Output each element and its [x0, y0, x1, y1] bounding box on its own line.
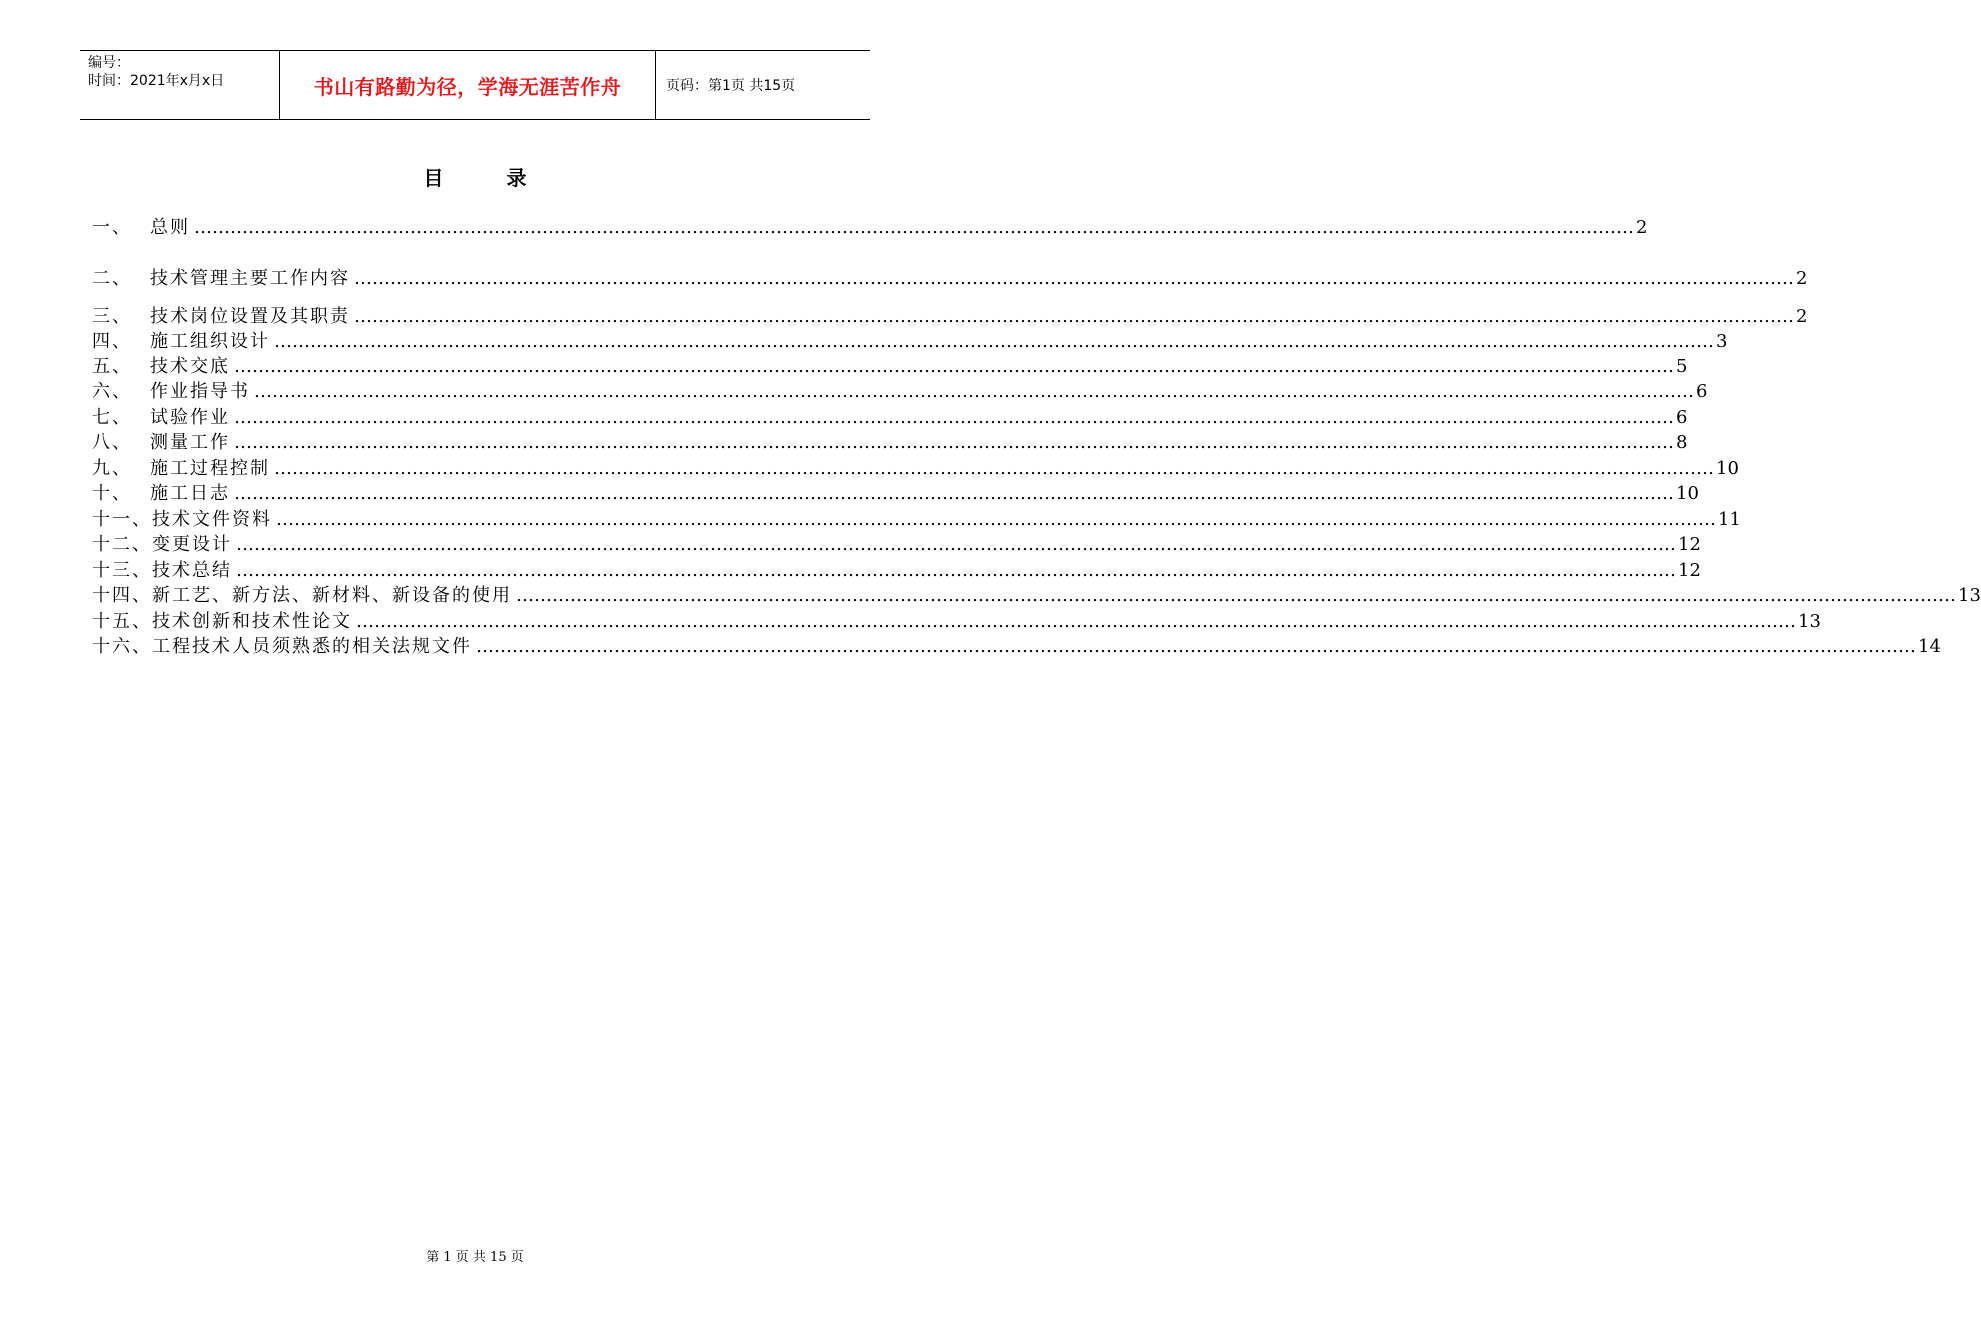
toc-entry-label: 施工组织设计	[150, 331, 270, 352]
toc-entry[interactable]	[92, 505, 1741, 530]
toc-entry-page: 12	[1678, 560, 1701, 581]
toc-entry-number: 二、	[92, 268, 132, 289]
toc-entry-page: 10	[1676, 483, 1699, 504]
toc-entry-number: 十二、	[92, 534, 152, 555]
toc-entry-page: 11	[1718, 509, 1741, 530]
toc-leader-dots: ……………………………………………………………………………………………………………………………………………………………………………………………………………………	[354, 306, 1794, 327]
toc-entry-label: 测量工作	[150, 432, 230, 453]
toc-entry[interactable]	[92, 632, 1941, 657]
toc-entry-label: 试验作业	[150, 407, 230, 428]
toc-leader-dots: ……………………………………………………………………………………………………………………………………………………………………………………………………………………	[516, 585, 1956, 606]
toc-entry[interactable]	[92, 556, 1701, 581]
toc-entry-number: 十五、	[92, 611, 152, 632]
toc-entry-label: 技术交底	[150, 356, 230, 377]
toc-entry-number: 十、	[92, 483, 132, 504]
motto: 书山有路勤为径，学海无涯苦作舟	[313, 74, 622, 99]
toc-entry-number: 五、	[92, 356, 132, 377]
toc-entry-label: 技术管理主要工作内容	[150, 268, 350, 289]
page-footer: 第 1 页 共 15 页	[426, 1250, 524, 1265]
toc-entry[interactable]	[92, 454, 1739, 479]
toc-entry[interactable]	[92, 264, 1808, 289]
toc-entry-page: 2	[1796, 306, 1808, 327]
toc-leader-dots: ……………………………………………………………………………………………………………………………………………………………………………………………………………………	[234, 432, 1674, 453]
toc-entry[interactable]	[92, 377, 1708, 402]
toc-entry[interactable]	[92, 213, 1648, 238]
toc-entry-page: 13	[1958, 585, 1981, 606]
toc-entry-page: 6	[1676, 407, 1688, 428]
toc-entry[interactable]	[92, 607, 1821, 632]
toc-entry[interactable]	[92, 403, 1688, 428]
toc-title: 目 录	[423, 166, 555, 190]
toc-entry-number: 四、	[92, 331, 132, 352]
toc-entry-number: 九、	[92, 458, 132, 479]
toc-entry-number: 三、	[92, 306, 132, 327]
toc-entry-label: 作业指导书	[150, 381, 250, 402]
header-motto-cell	[280, 51, 656, 119]
toc-leader-dots: ……………………………………………………………………………………………………………………………………………………………………………………………………………………	[234, 483, 1674, 504]
toc-entry-label: 施工过程控制	[150, 458, 270, 479]
toc-entry-page: 6	[1696, 381, 1708, 402]
toc-entry-page: 10	[1716, 458, 1739, 479]
toc-entry-page: 2	[1796, 268, 1808, 289]
toc-entry-number: 八、	[92, 432, 132, 453]
toc-entry-label: 变更设计	[152, 534, 232, 555]
page-label: 页码：第1页 共15页	[666, 78, 796, 94]
number-label: 编号：	[88, 55, 130, 71]
toc-entry-number: 十三、	[92, 560, 152, 581]
header-info	[80, 51, 280, 119]
toc-entry-number: 一、	[92, 217, 132, 238]
toc-entry-number: 六、	[92, 381, 132, 402]
toc-entry-label: 技术岗位设置及其职责	[150, 306, 350, 327]
toc-leader-dots: ……………………………………………………………………………………………………………………………………………………………………………………………………………………	[276, 509, 1716, 530]
page-header	[80, 50, 870, 120]
toc-entry-page: 3	[1716, 331, 1728, 352]
toc-entry-page: 2	[1636, 217, 1648, 238]
toc-entry-page: 14	[1918, 636, 1941, 657]
toc-leader-dots: ……………………………………………………………………………………………………………………………………………………………………………………………………………………	[476, 636, 1916, 657]
toc-leader-dots: ……………………………………………………………………………………………………………………………………………………………………………………………………………………	[194, 217, 1634, 238]
toc-entry[interactable]	[92, 530, 1701, 555]
toc-leader-dots: ……………………………………………………………………………………………………………………………………………………………………………………………………………………	[254, 381, 1694, 402]
toc-entry-label: 工程技术人员须熟悉的相关法规文件	[152, 636, 472, 657]
toc-leader-dots: ……………………………………………………………………………………………………………………………………………………………………………………………………………………	[274, 458, 1714, 479]
toc-leader-dots: ……………………………………………………………………………………………………………………………………………………………………………………………………………………	[354, 268, 1794, 289]
toc-leader-dots: ……………………………………………………………………………………………………………………………………………………………………………………………………………………	[274, 331, 1714, 352]
toc-entry-number: 十一、	[92, 509, 152, 530]
toc-entry-label: 新工艺、新方法、新材料、新设备的使用	[152, 585, 512, 606]
toc-entry[interactable]	[92, 428, 1688, 453]
toc-entry[interactable]	[92, 581, 1981, 606]
toc-entry-label: 总则	[150, 217, 190, 238]
toc-entry-label: 技术文件资料	[152, 509, 272, 530]
toc-leader-dots: ……………………………………………………………………………………………………………………………………………………………………………………………………………………	[236, 560, 1676, 581]
toc-entry-label: 技术创新和技术性论文	[152, 611, 352, 632]
header-page-cell	[656, 51, 870, 119]
toc-leader-dots: ……………………………………………………………………………………………………………………………………………………………………………………………………………………	[234, 356, 1674, 377]
toc-entry-number: 十四、	[92, 585, 152, 606]
toc-entry[interactable]	[92, 352, 1688, 377]
toc-entry-page: 8	[1676, 432, 1688, 453]
toc-leader-dots: ……………………………………………………………………………………………………………………………………………………………………………………………………………………	[236, 534, 1676, 555]
toc-entry[interactable]	[92, 327, 1728, 352]
toc-entry-number: 七、	[92, 407, 132, 428]
time-label: 时间：2021年x月x日	[88, 73, 225, 89]
toc-leader-dots: ……………………………………………………………………………………………………………………………………………………………………………………………………………………	[234, 407, 1674, 428]
toc-entry-number: 十六、	[92, 636, 152, 657]
toc-entry-label: 施工日志	[150, 483, 230, 504]
toc-entry-page: 13	[1798, 611, 1821, 632]
toc-entry-page: 5	[1676, 356, 1688, 377]
toc-entry-label: 技术总结	[152, 560, 232, 581]
toc-entry-page: 12	[1678, 534, 1701, 555]
toc-entry[interactable]	[92, 479, 1699, 504]
toc-leader-dots: ……………………………………………………………………………………………………………………………………………………………………………………………………………………	[356, 611, 1796, 632]
toc-entry[interactable]	[92, 302, 1808, 327]
